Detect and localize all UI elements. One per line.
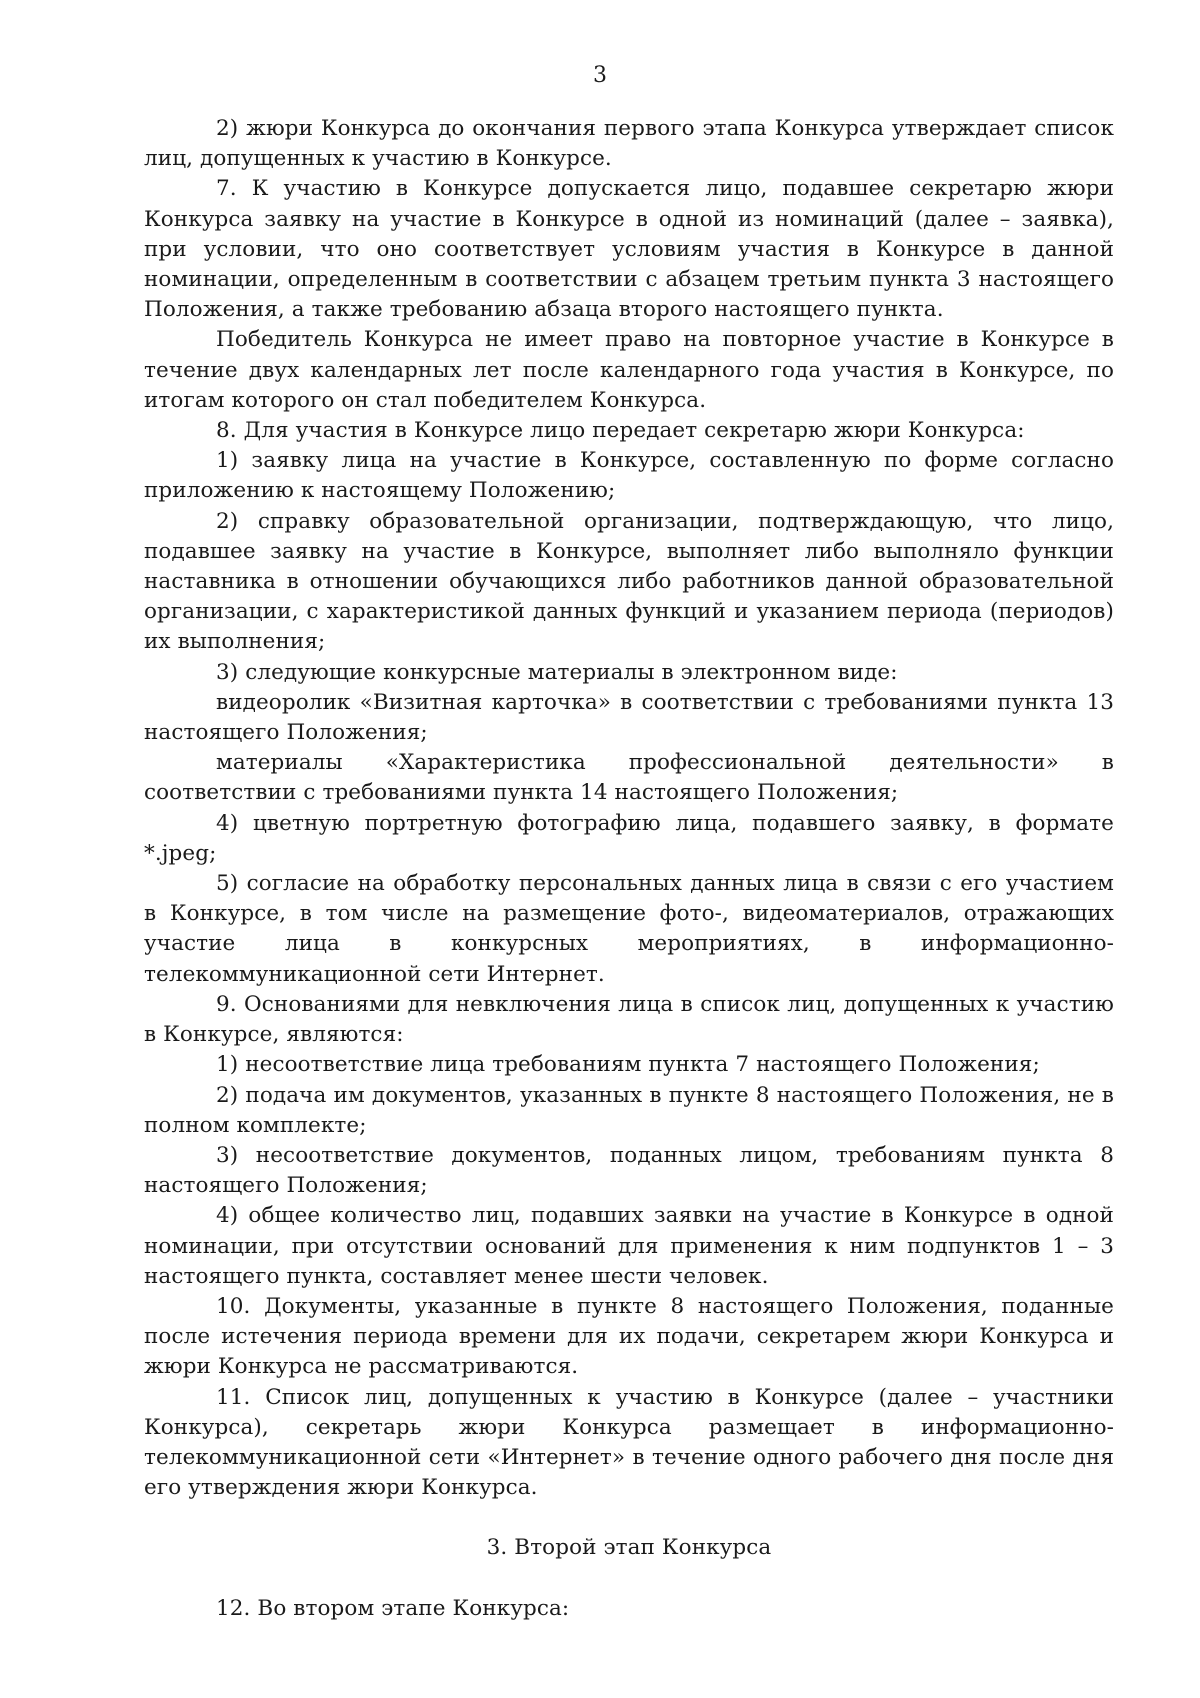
paragraph-7-admission: 7. К участию в Конкурсе допускается лицо, подавшее секретарю жюри Конкурса заявку на участие в Конкурсе в одной из номинаций (далее – заявка), при условии, что оно соответствует условиям участия в Конкурсе в данной номинации, определенным в соответствии с абзацем третьим пункта 3 настоящего Положения, а также требованию абзаца второго настоящего пункта. (144, 176, 1114, 323)
paragraph-9-2: 2) подача им документов, указанных в пункте 8 настоящего Положения, не в полном комплекте; (144, 1082, 1114, 1138)
paragraph-professional-materials: материалы «Характеристика профессиональной деятельности» в соответствии с требованиями пункта 14 настоящего Положения; (144, 750, 1114, 806)
paragraph-11-participants-list: 11. Список лиц, допущенных к участию в Конкурсе (далее – участники Конкурса), секретарь жюри Конкурса размещает в информационно-телекоммуникационной сети «Интернет» в течение одного рабочего дня после дня его утверждения жюри Конкурса. (144, 1384, 1114, 1501)
page-number: 3 (593, 63, 607, 88)
paragraph-8-2-certificate: 2) справку образовательной организации, подтверждающую, что лицо, подавшее заявку на участие в Конкурсе, выполняет либо выполняло функции наставника в отношении обучающихся либо работников данной образовательной организации, с характеристикой данных функций и указанием периода (периодов) их выполнения; (144, 508, 1114, 655)
paragraph-winner-restriction: Победитель Конкурса не имеет право на повторное участие в Конкурсе в течение двух календарных лет после календарного года участия в Конкурсе, по итогам которого он стал победителем Конкурса. (144, 327, 1114, 413)
document-body (144, 114, 1114, 1624)
paragraph-9-4: 4) общее количество лиц, подавших заявки на участие в Конкурсе в одной номинации, при отсутствии оснований для применения к ним подпунктов 1 – 3 настоящего пункта, составляет менее шести человек. (144, 1203, 1114, 1289)
paragraph-10-late-documents: 10. Документы, указанные в пункте 8 настоящего Положения, поданные после истечения периода времени для их подачи, секретарем жюри Конкурса и жюри Конкурса не рассматриваются. (144, 1293, 1114, 1380)
paragraph-12-second-stage: 12. Во втором этапе Конкурса: (216, 1595, 570, 1621)
paragraph-2-jury-approves: 2) жюри Конкурса до окончания первого этапа Конкурса утверждает список лиц, допущенных к участию в Конкурсе. (144, 116, 1114, 172)
paragraph-video-card: видеоролик «Визитная карточка» в соответствии с требованиями пункта 13 настоящего Положения; (144, 689, 1114, 746)
paragraph-9-3: 3) несоответствие документов, поданных лицом, требованиям пункта 8 настоящего Положения; (144, 1142, 1114, 1199)
paragraph-9-grounds: 9. Основаниями для невключения лица в список лиц, допущенных к участию в Конкурсе, являются: (144, 991, 1114, 1048)
paragraph-8-3-materials: 3) следующие конкурсные материалы в электронном виде: (216, 659, 898, 685)
paragraph-9-1: 1) несоответствие лица требованиям пункта 7 настоящего Положения; (216, 1052, 1040, 1078)
paragraph-8-documents: 8. Для участия в Конкурсе лицо передает секретарю жюри Конкурса: (216, 418, 1025, 444)
paragraph-8-1-application: 1) заявку лица на участие в Конкурсе, составленную по форме согласно приложению к настоящему Положению; (144, 448, 1114, 504)
section-heading: 3. Второй этап Конкурса (486, 1535, 772, 1561)
paragraph-8-4-photo: 4) цветную портретную фотографию лица, подавшего заявку, в формате *.jpeg; (144, 810, 1114, 866)
paragraph-8-5-consent: 5) согласие на обработку персональных данных лица в связи с его участием в Конкурсе, в том числе на размещение фото-, видеоматериалов, отражающих участие лица в конкурсных мероприятиях, в информационно-телекоммуникационной сети Интернет. (144, 871, 1114, 987)
